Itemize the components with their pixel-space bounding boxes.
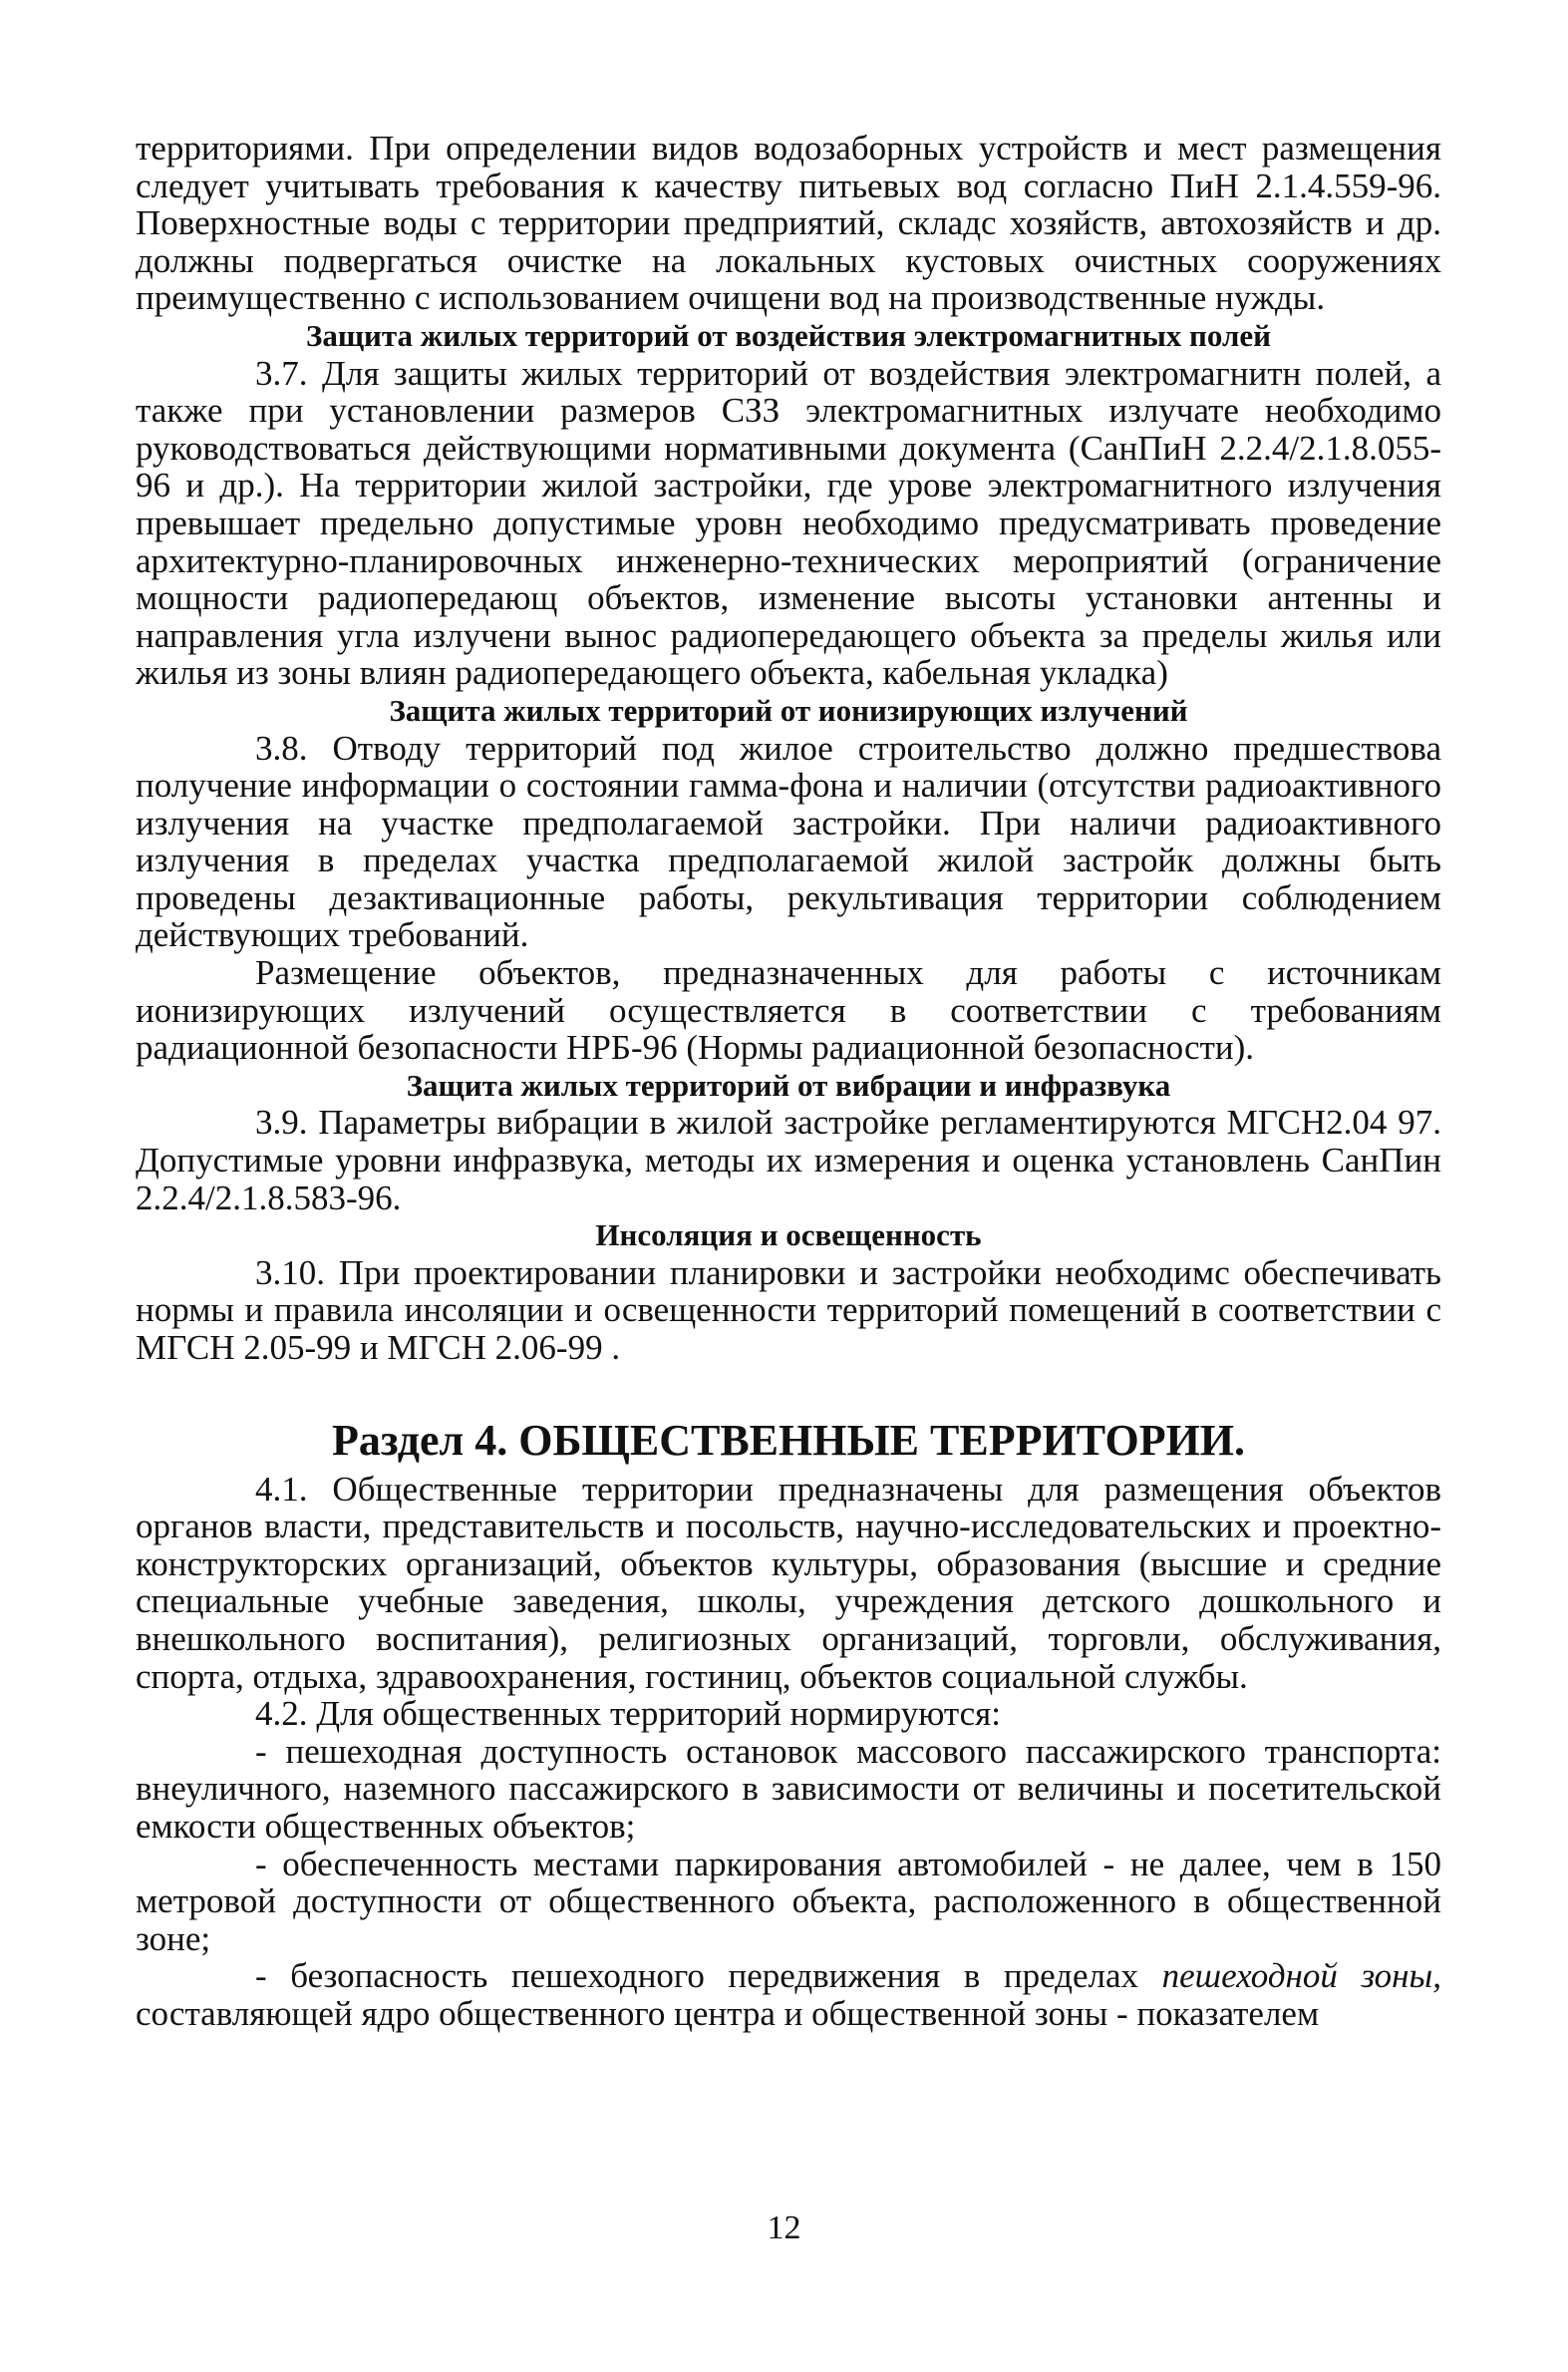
subheading-insolation: Инсоляция и освещенность xyxy=(595,1217,982,1253)
paragraph-4-2: 4.2. Для общественных территорий нормируются: xyxy=(255,1694,1002,1734)
paragraph-3-8: 3.8. Отводу территорий под жилое строительство должно предшествова получение информации о состоянии гамма-фона и наличии (отсутстви радиоактивного излучения на участке предполагаемой застройки. При наличи радиоактивного излучения в пределах участка предполагаемой жилой застройк должны быть проведены дезактивационные работы, рекультивация территории соблюдением действующих требований. xyxy=(136,728,1441,955)
paragraph-4-1: 4.1. Общественные территории предназначены для размещения объектов органов власти, представительств и посольств, научно-исследовательских и проектно-конструкторских организаций, объектов культуры, образования (высшие и средние специальные учебные заведения, школы, учреждения детского дошкольного и внешкольного воспитания), религиозных организаций, торговли, обслуживания, спорта, отдыха, здравоохранения, гостиниц, объектов социальной службы. xyxy=(136,1469,1441,1696)
subheading-vibration-protection: Защита жилых территорий от вибрации и инфразвука xyxy=(406,1067,1171,1103)
section-4-title: Раздел 4. ОБЩЕСТВЕННЫЕ ТЕРРИТОРИИ. xyxy=(331,1415,1246,1465)
page-number: 12 xyxy=(767,2209,801,2246)
paragraph-3-10: 3.10. При проектировании планировки и застройки необходимс обеспечивать нормы и правила инсоляции и освещенности территорий помещений в соответствии с МГСН 2.05-99 и МГСН 2.06-99 . xyxy=(136,1252,1441,1367)
paragraph-3-8-placement: Размещение объектов, предназначенных для работы с источникам ионизирующих излучений осуществляется в соответствии с требованиям радиационной безопасности НРБ-96 (Нормы радиационной безопасности). xyxy=(136,953,1441,1068)
paragraph-3-9: 3.9. Параметры вибрации в жилой застройке регламентируются МГСН2.04 97. Допустимые уровни инфразвука, методы их измерения и оценка установлень СанПин 2.2.4/2.1.8.583-96. xyxy=(136,1103,1441,1217)
paragraph-3-7: 3.7. Для защиты жилых территорий от воздействия электромагнитн полей, а также при установлении размеров СЗЗ электромагнитных излучате необходимо руководствоваться действующими нормативными документа (СанПиН 2.2.4/2.1.8.055-96 и др.). На территории жилой застройки, где урове электромагнитного излучения превышает предельно допустимые уровн необходимо предусматривать проведение архитектурно-планировочных инженерно-технических мероприятий (ограничение мощности радиопередающ объектов, изменение высоты установки антенны и направления угла излучени вынос радиопередающего объекта за пределы жилья или жилья из зоны влиян радиопередающего объекта, кабельная укладка) xyxy=(136,353,1441,693)
list-item-parking: - обеспеченность местами паркирования автомобилей - не далее, чем в 150 метровой доступности от общественного объекта, расположенного в общественной зоне; xyxy=(136,1844,1441,1958)
list-item-pedestrian-access: - пешеходная доступность остановок массового пассажирского транспорта: внеуличного, наземного пассажирского в зависимости от величины и посетительской емкости общественных объектов; xyxy=(136,1731,1441,1846)
list-item-pedestrian-safety xyxy=(136,1957,1441,2032)
paragraph-intro: территориями. При определении видов водозаборных устройств и мест размещения следует учитывать требования к качеству питьевых вод согласно ПиН 2.1.4.559-96. Поверхностные воды с территории предприятий, складс хозяйств, автохозяйств и др. должны подвергаться очистке на локальных кустовых очистных сооружениях преимущественно с использованием очищени вод на производственные нужды. xyxy=(136,129,1441,318)
list-item-pedestrian-safety-end: составляющей ядро общественного центра и общественной зоны - показателем xyxy=(136,1993,1320,2033)
document-page xyxy=(136,130,1441,2033)
pedestrian-zone-term: пешеходной зоны, xyxy=(1161,1956,1441,1996)
list-item-pedestrian-safety-start: - безопасность пешеходного передвижения в пределах xyxy=(255,1956,1162,1996)
subheading-ionizing-protection: Защита жилых территорий от ионизирующих излучений xyxy=(389,692,1188,728)
subheading-emf-protection: Защита жилых территорий от воздействия электромагнитных полей xyxy=(305,317,1272,353)
